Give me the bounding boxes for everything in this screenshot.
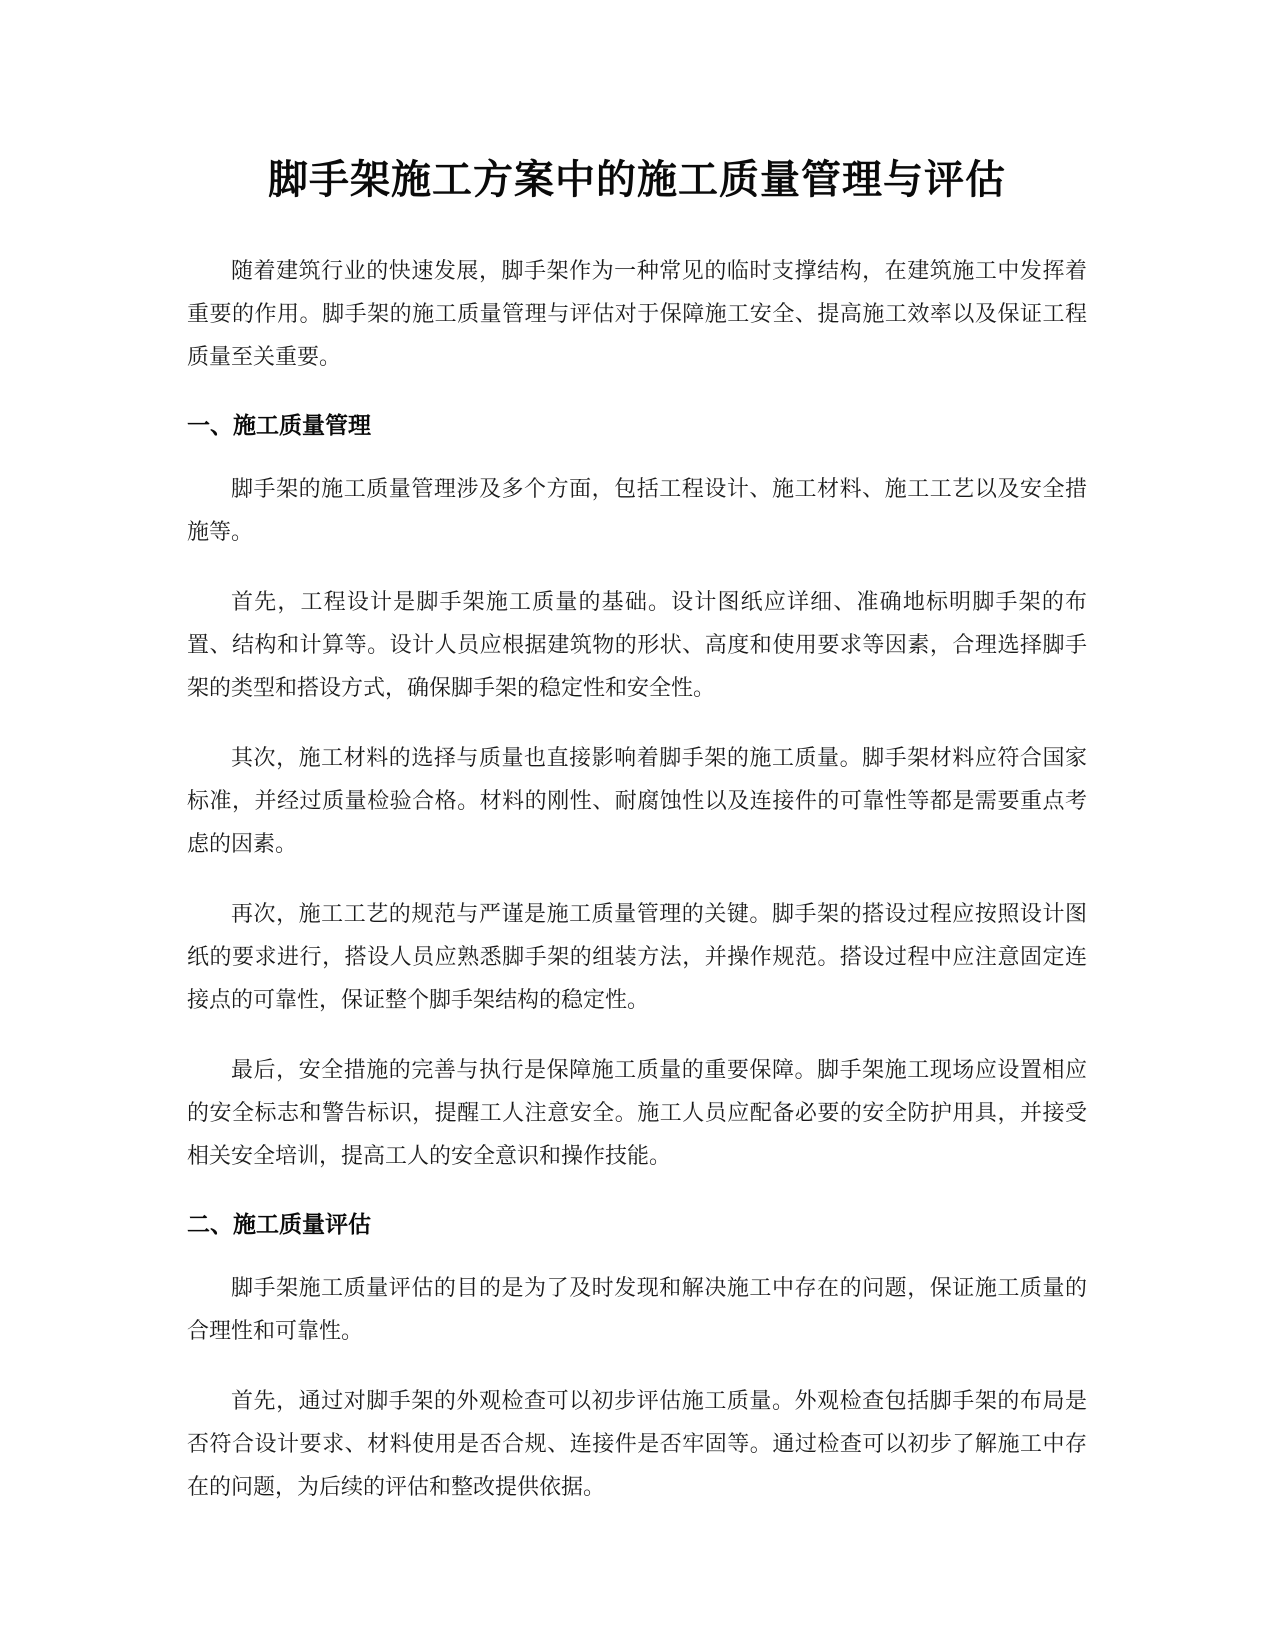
paragraph: 最后，安全措施的完善与执行是保障施工质量的重要保障。脚手架施工现场应设置相应的安全标志和警告标识，提醒工人注意安全。施工人员应配备必要的安全防护用具，并接受相关安全培训，提高工人的安全意识和操作技能。 [187,1058,1087,1169]
paragraph: 脚手架施工质量评估的目的是为了及时发现和解决施工中存在的问题，保证施工质量的合理性和可靠性。 [187,1276,1087,1344]
document-title: 脚手架施工方案中的施工质量管理与评估 [268,157,1006,203]
paragraph: 首先，工程设计是脚手架施工质量的基础。设计图纸应详细、准确地标明脚手架的布置、结构和计算等。设计人员应根据建筑物的形状、高度和使用要求等因素，合理选择脚手架的类型和搭设方式，确保脚手架的稳定性和安全性。 [187,590,1087,701]
paragraph: 首先，通过对脚手架的外观检查可以初步评估施工质量。外观检查包括脚手架的布局是否符合设计要求、材料使用是否合规、连接件是否牢固等。通过检查可以初步了解施工中存在的问题，为后续的评估和整改提供依据。 [187,1389,1087,1500]
section-heading-quality-management: 一、施工质量管理 [187,413,371,439]
paragraph: 再次，施工工艺的规范与严谨是施工质量管理的关键。脚手架的搭设过程应按照设计图纸的要求进行，搭设人员应熟悉脚手架的组装方法，并操作规范。搭设过程中应注意固定连接点的可靠性，保证整个脚手架结构的稳定性。 [187,902,1087,1013]
document-body [187,148,1087,1536]
section-heading-quality-evaluation: 二、施工质量评估 [187,1212,371,1238]
paragraph: 其次，施工材料的选择与质量也直接影响着脚手架的施工质量。脚手架材料应符合国家标准，并经过质量检验合格。材料的刚性、耐腐蚀性以及连接件的可靠性等都是需要重点考虑的因素。 [187,746,1087,857]
paragraph: 脚手架的施工质量管理涉及多个方面，包括工程设计、施工材料、施工工艺以及安全措施等。 [187,477,1087,545]
intro-paragraph: 随着建筑行业的快速发展，脚手架作为一种常见的临时支撑结构，在建筑施工中发挥着重要的作用。脚手架的施工质量管理与评估对于保障施工安全、提高施工效率以及保证工程质量至关重要。 [187,259,1087,370]
